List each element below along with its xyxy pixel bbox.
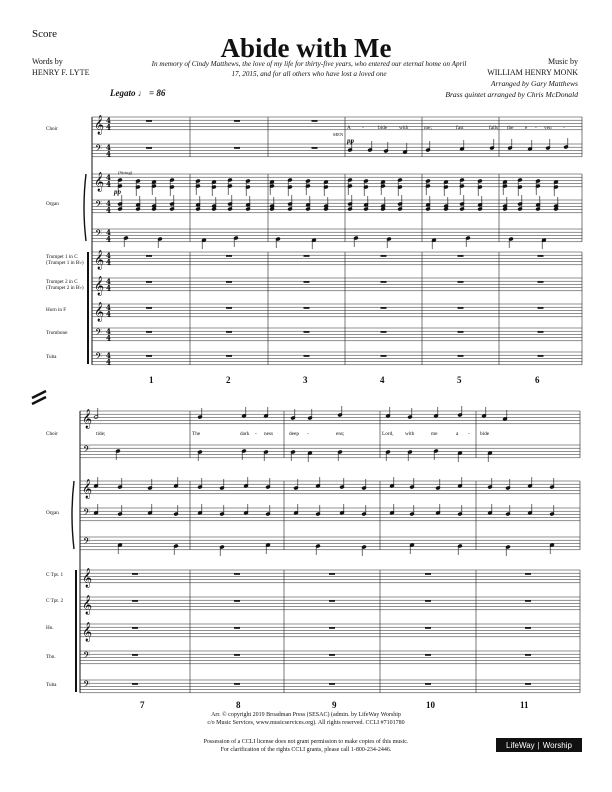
bass-clef-icon: 𝄢 (83, 679, 91, 692)
whole-rest (538, 281, 544, 283)
lyric-hyphen: - (468, 431, 470, 437)
instrument-label-horn: Hn. (46, 625, 54, 631)
organ-dynamic-mark: pp (114, 188, 121, 196)
whole-rest (304, 331, 310, 333)
men-label: MEN (333, 132, 344, 137)
dedication-text: In memory of Cindy Matthews, the love of my life for thirty-five years, who entered our eternal home on April 17, 2015, and for all others who have lost a loved one (151, 60, 467, 78)
instrument-label-horn: Horn in F (46, 307, 67, 313)
instrument-label-trombone: Tbn. (46, 654, 56, 660)
whole-rest (304, 355, 310, 357)
instrument-label-trombone: Trombone (46, 330, 68, 336)
instrument-label-organ: Organ (46, 510, 59, 516)
time-signature-bottom: 4 (106, 333, 111, 343)
treble-clef-icon: 𝄞 (82, 409, 93, 429)
lyric-hyphen: - (255, 431, 257, 437)
whole-rest (226, 355, 232, 357)
whole-rest (525, 683, 531, 685)
treble-clef-icon: 𝄞 (94, 115, 105, 135)
bass-clef-icon: 𝄢 (83, 536, 91, 549)
whole-rest (234, 120, 240, 122)
measure-number: 1 (149, 375, 154, 385)
music-by-label: Music by (548, 57, 578, 66)
whole-rest (234, 683, 240, 685)
measure-number: 3 (303, 375, 308, 385)
time-signature-bottom: 4 (106, 149, 111, 159)
instrument-label-c-tpt-1: C Tpt. 1 (46, 572, 64, 578)
composer-name: WILLIAM HENRY MONK (487, 68, 578, 77)
measure-number: 4 (380, 375, 385, 385)
logo-brand: LifeWay (506, 740, 535, 750)
whole-rest (146, 307, 152, 309)
song-title: Abide with Me (220, 33, 392, 63)
arranger-credit: Arranged by Gary Matthews (490, 79, 578, 88)
time-signature-top: 4 (106, 250, 111, 260)
time-signature-top: 4 (106, 326, 111, 336)
bass-clef-icon: 𝄢 (83, 507, 91, 520)
whole-rest (146, 120, 152, 122)
whole-rest (381, 355, 387, 357)
whole-rest (425, 683, 431, 685)
bass-clef-icon: 𝄢 (95, 327, 103, 340)
whole-rest (146, 147, 152, 149)
lyric-syllable: fast (456, 125, 464, 131)
treble-clef-icon: 𝄞 (82, 568, 93, 588)
instrument-label-tuba: Tuba (46, 354, 57, 360)
time-signature-top: 4 (106, 350, 111, 360)
tempo-value: = 86 (149, 88, 166, 98)
lyric-syllable: ness (264, 431, 274, 437)
brass-arranger-credit: Brass quintet arranged by Chris McDonald (445, 90, 578, 99)
whole-rest (146, 255, 152, 257)
whole-rest (132, 600, 138, 602)
lyric-syllable: A (347, 125, 351, 131)
whole-rest (226, 307, 232, 309)
measure-number: 2 (226, 375, 231, 385)
instrument-label-trumpet-1: Trumpet 1 in C (Trumpet 1 in B♭) (46, 254, 84, 266)
tempo-label: Legato (110, 88, 136, 98)
whole-rest (525, 573, 531, 575)
whole-rest (538, 307, 544, 309)
whole-rest (234, 600, 240, 602)
choir-dynamic: pp (347, 137, 354, 145)
lyric-hyphen: - (307, 431, 309, 437)
lyric-syllable: me; (424, 125, 432, 131)
whole-rest (458, 281, 464, 283)
lyric-syllable: The (192, 431, 201, 437)
measure-number: 9 (332, 700, 337, 710)
words-by-label: Words by (32, 57, 63, 66)
whole-rest (312, 120, 318, 122)
whole-rest (538, 355, 544, 357)
whole-rest (525, 654, 531, 656)
whole-rest (425, 627, 431, 629)
lyric-syllable: bide (378, 125, 388, 131)
time-signature-top: 4 (106, 227, 111, 237)
treble-clef-icon: 𝄞 (94, 276, 105, 296)
score-label: Score (32, 28, 58, 40)
lyric-syllable: ens; (336, 431, 345, 437)
lyric-syllable: tide; (96, 431, 106, 437)
time-signature-bottom: 4 (106, 205, 111, 215)
whole-rest (458, 307, 464, 309)
quarter-note-icon: ♩ (137, 88, 147, 98)
lyricist-name: HENRY F. LYTE (32, 68, 90, 77)
time-signature-top: 4 (106, 198, 111, 208)
time-signature-bottom: 4 (106, 257, 111, 267)
whole-rest (234, 147, 240, 149)
lyric-syllable: bide (480, 431, 490, 437)
logo-division: Worship (542, 740, 572, 750)
whole-rest (234, 654, 240, 656)
lyric-syllable: a (456, 431, 459, 437)
lyric-syllable: me (431, 431, 438, 437)
time-signature-bottom: 4 (106, 234, 111, 244)
lyric-syllable: dark (240, 431, 250, 437)
lyric-hyphen: - (563, 125, 565, 131)
time-signature-top: 4 (106, 302, 111, 312)
whole-rest (425, 600, 431, 602)
whole-rest (329, 573, 335, 575)
whole-rest (329, 683, 335, 685)
time-signature-bottom: 4 (106, 357, 111, 367)
lyric-hyphen: - (535, 125, 537, 131)
lyric-syllable: ven (544, 125, 552, 131)
whole-rest (381, 255, 387, 257)
instrument-label-tuba: Tuba (46, 682, 57, 688)
whole-rest (538, 331, 544, 333)
whole-rest (304, 255, 310, 257)
whole-rest (458, 255, 464, 257)
treble-clef-icon: 𝄞 (82, 595, 93, 615)
measure-number: 10 (426, 700, 435, 710)
lyric-syllable: with (399, 125, 409, 131)
time-signature-top: 4 (106, 115, 111, 125)
whole-rest (226, 255, 232, 257)
lyric-syllable: e (525, 125, 528, 131)
whole-rest (458, 355, 464, 357)
whole-rest (381, 331, 387, 333)
time-signature-top: 4 (106, 172, 111, 182)
whole-rest (234, 627, 240, 629)
publisher-logo (496, 738, 582, 752)
whole-rest (425, 654, 431, 656)
treble-clef-icon: 𝄞 (82, 622, 93, 642)
bass-clef-icon: 𝄢 (95, 143, 103, 156)
whole-rest (132, 683, 138, 685)
whole-rest (329, 600, 335, 602)
instrument-label-choir: Choir (46, 431, 58, 437)
whole-rest (329, 654, 335, 656)
lyric-syllable: the (507, 125, 514, 131)
lyric-syllable: with (405, 431, 415, 437)
bass-clef-icon: 𝄢 (95, 351, 103, 364)
bass-clef-icon: 𝄢 (83, 444, 91, 457)
logo-divider: | (537, 740, 540, 750)
whole-rest (146, 281, 152, 283)
copyright-line: c/o Music Services, www.musicservices.org). All rights reserved. CCLI #7101780 (207, 720, 405, 726)
lyric-hyphen: - (362, 125, 364, 131)
organ-registration: (String) (118, 170, 133, 175)
whole-rest (132, 654, 138, 656)
treble-clef-icon: 𝄞 (94, 172, 105, 192)
time-signature-bottom: 4 (106, 179, 111, 189)
whole-rest (538, 255, 544, 257)
time-signature-bottom: 4 (106, 283, 111, 293)
bass-clef-icon: 𝄢 (95, 228, 103, 241)
lyric-syllable: falls (489, 125, 499, 131)
time-signature-bottom: 4 (106, 122, 111, 132)
whole-rest (425, 573, 431, 575)
whole-rest (226, 331, 232, 333)
license-notice: For clarification of the rights CCLI grants, please call 1-800-234-2446. (220, 747, 392, 753)
whole-rest (381, 281, 387, 283)
lyric-syllable: deep (289, 431, 299, 437)
whole-rest (329, 627, 335, 629)
measure-number: 8 (236, 700, 241, 710)
lyric-syllable: Lord, (382, 431, 394, 437)
time-signature-bottom: 4 (106, 309, 111, 319)
treble-clef-icon: 𝄞 (94, 250, 105, 270)
whole-rest (381, 307, 387, 309)
whole-rest (304, 281, 310, 283)
license-notice: Possession of a CCLI license does not grant permission to make copies of this music. (203, 739, 409, 745)
measure-number: 11 (520, 700, 529, 710)
bass-clef-icon: 𝄢 (95, 199, 103, 212)
organ-brace (72, 481, 74, 549)
whole-rest (132, 627, 138, 629)
whole-rest (525, 627, 531, 629)
copyright-line: Arr. © copyright 2019 Broadman Press (SESAC) (admin. by LifeWay Worship (211, 712, 401, 718)
measure-number: 7 (140, 700, 145, 710)
treble-clef-icon: 𝄞 (94, 302, 105, 322)
measure-number: 6 (535, 375, 540, 385)
time-signature-top: 4 (106, 276, 111, 286)
instrument-label-c-tpt-2: C Tpt. 2 (46, 598, 64, 604)
whole-rest (146, 331, 152, 333)
organ-brace (84, 174, 86, 241)
whole-rest (146, 355, 152, 357)
whole-rest (132, 573, 138, 575)
treble-clef-icon: 𝄞 (82, 479, 93, 499)
bass-clef-icon: 𝄢 (83, 650, 91, 663)
whole-rest (304, 307, 310, 309)
whole-rest (226, 281, 232, 283)
instrument-label-choir: Choir (46, 126, 58, 132)
whole-rest (312, 147, 318, 149)
instrument-label-trumpet-2: Trumpet 2 in C (Trumpet 2 in B♭) (46, 279, 84, 291)
time-signature-top: 4 (106, 142, 111, 152)
whole-rest (458, 331, 464, 333)
instrument-label-organ: Organ (46, 201, 59, 207)
whole-rest (525, 600, 531, 602)
whole-rest (234, 573, 240, 575)
measure-number: 5 (457, 375, 462, 385)
